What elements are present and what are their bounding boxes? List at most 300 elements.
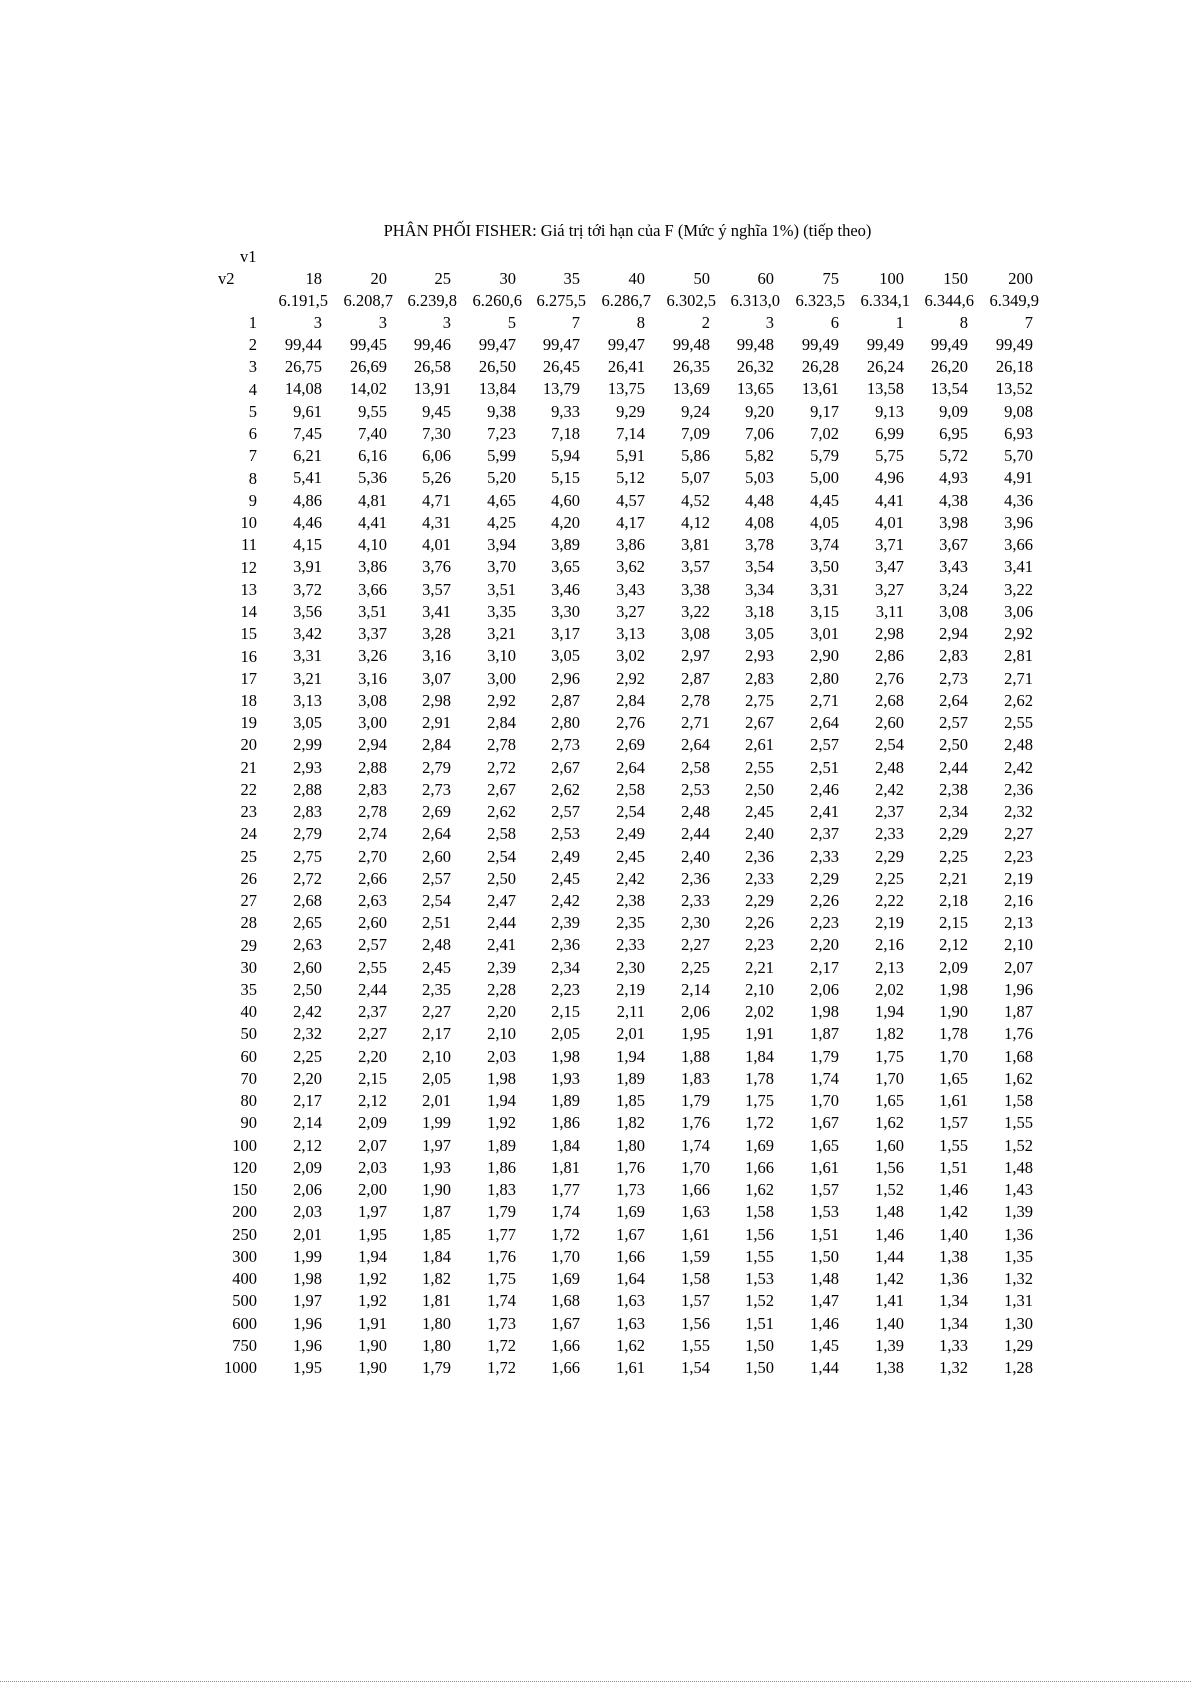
table-cell: 2,11 xyxy=(616,1002,645,1021)
table-cell: 1,61 xyxy=(681,1225,710,1244)
table-cell: 4,38 xyxy=(939,491,968,510)
table-cell: 1,44 xyxy=(810,1358,839,1377)
table-cell: 2,79 xyxy=(293,824,322,843)
table-cell: 2,33 xyxy=(616,935,645,954)
table-cell: 1,55 xyxy=(681,1336,710,1355)
table-cell: 2,44 xyxy=(939,758,968,777)
table-cell: 2,94 xyxy=(358,735,387,754)
row-header: 150 xyxy=(232,1180,257,1199)
table-cell: 2,54 xyxy=(422,891,451,910)
table-cell: 7 xyxy=(571,313,580,332)
table-cell: 2,93 xyxy=(293,758,322,777)
table-cell: 1,56 xyxy=(745,1225,774,1244)
table-cell: 13,84 xyxy=(478,379,516,398)
table-cell: 1,44 xyxy=(875,1247,904,1266)
table-cell: 9,08 xyxy=(1004,402,1033,421)
table-cell: 2,19 xyxy=(1004,869,1033,888)
column-header: 20 xyxy=(370,269,387,288)
table-cell: 1,48 xyxy=(1004,1158,1033,1177)
table-cell: 2,16 xyxy=(875,935,904,954)
table-cell: 1,72 xyxy=(551,1225,580,1244)
table-cell: 2,12 xyxy=(293,1136,322,1155)
table-cell: 4,60 xyxy=(551,491,580,510)
table-cell: 3,38 xyxy=(681,580,710,599)
table-cell: 6.323,5 xyxy=(795,291,845,310)
table-cell: 2,60 xyxy=(358,913,387,932)
table-cell: 1,84 xyxy=(422,1247,451,1266)
table-cell: 1,95 xyxy=(293,1358,322,1377)
table-cell: 5,94 xyxy=(551,446,580,465)
table-cell: 3,41 xyxy=(1004,557,1033,576)
table-cell: 2,19 xyxy=(875,913,904,932)
table-cell: 1,34 xyxy=(939,1291,968,1310)
table-cell: 4,93 xyxy=(939,468,968,487)
table-cell: 2,49 xyxy=(551,847,580,866)
table-cell: 2,42 xyxy=(551,891,580,910)
table-cell: 1,32 xyxy=(939,1358,968,1377)
table-cell: 26,32 xyxy=(736,357,774,376)
table-cell: 13,75 xyxy=(607,379,645,398)
table-cell: 14,02 xyxy=(349,379,387,398)
row-header: 24 xyxy=(240,824,257,843)
table-cell: 2,60 xyxy=(875,713,904,732)
table-cell: 2,48 xyxy=(875,758,904,777)
table-cell: 1,48 xyxy=(810,1269,839,1288)
table-cell: 1,61 xyxy=(810,1158,839,1177)
table-cell: 9,33 xyxy=(551,402,580,421)
table-cell: 1,55 xyxy=(745,1247,774,1266)
table-cell: 2,21 xyxy=(939,869,968,888)
table-cell: 6,93 xyxy=(1004,424,1033,443)
table-cell: 2,67 xyxy=(487,780,516,799)
column-header: 50 xyxy=(693,269,710,288)
table-cell: 2,14 xyxy=(681,980,710,999)
row-header: 500 xyxy=(232,1291,257,1310)
table-cell: 2,14 xyxy=(293,1113,322,1132)
table-cell: 4,48 xyxy=(745,491,774,510)
table-cell: 5,75 xyxy=(875,446,904,465)
table-cell: 7,09 xyxy=(681,424,710,443)
table-cell: 2,76 xyxy=(875,669,904,688)
table-cell: 2,25 xyxy=(875,869,904,888)
table-cell: 1,86 xyxy=(487,1158,516,1177)
table-cell: 1,94 xyxy=(487,1091,516,1110)
table-cell: 99,47 xyxy=(542,335,580,354)
table-cell: 7,45 xyxy=(293,424,322,443)
table-cell: 26,24 xyxy=(866,357,904,376)
table-cell: 2,22 xyxy=(875,891,904,910)
table-cell: 2,36 xyxy=(1004,780,1033,799)
table-cell: 2,20 xyxy=(358,1047,387,1066)
table-cell: 1,73 xyxy=(487,1314,516,1333)
table-cell: 5,91 xyxy=(616,446,645,465)
table-cell: 1,80 xyxy=(422,1314,451,1333)
table-cell: 5,86 xyxy=(681,446,710,465)
table-cell: 1,76 xyxy=(487,1247,516,1266)
table-cell: 1,82 xyxy=(875,1024,904,1043)
table-cell: 3,35 xyxy=(487,602,516,621)
table-cell: 2,02 xyxy=(875,980,904,999)
table-cell: 2,50 xyxy=(293,980,322,999)
table-cell: 3,22 xyxy=(681,602,710,621)
table-cell: 1,52 xyxy=(875,1180,904,1199)
row-header: 8 xyxy=(248,469,257,488)
table-cell: 4,46 xyxy=(293,513,322,532)
table-cell: 3,81 xyxy=(681,535,710,554)
table-cell: 2,29 xyxy=(939,824,968,843)
column-header: 100 xyxy=(879,269,904,288)
table-cell: 1,55 xyxy=(939,1136,968,1155)
table-cell: 4,17 xyxy=(616,513,645,532)
table-cell: 1,75 xyxy=(487,1269,516,1288)
table-cell: 3,34 xyxy=(745,580,774,599)
table-cell: 1,88 xyxy=(681,1047,710,1066)
table-cell: 3,28 xyxy=(422,624,451,643)
row-header: 10 xyxy=(240,513,257,532)
table-cell: 13,65 xyxy=(736,379,774,398)
row-header: 250 xyxy=(232,1225,257,1244)
table-cell: 3,05 xyxy=(293,713,322,732)
table-cell: 8 xyxy=(959,313,968,332)
table-cell: 1,98 xyxy=(293,1269,322,1288)
table-cell: 2,54 xyxy=(487,847,516,866)
table-cell: 2,10 xyxy=(1004,935,1033,954)
column-header: 25 xyxy=(434,269,451,288)
table-cell: 1,65 xyxy=(875,1091,904,1110)
table-cell: 2,86 xyxy=(875,646,904,665)
table-cell: 2,03 xyxy=(293,1202,322,1221)
table-cell: 3,06 xyxy=(1004,602,1033,621)
table-cell: 2,80 xyxy=(810,669,839,688)
table-cell: 7,40 xyxy=(358,424,387,443)
table-cell: 2,35 xyxy=(616,913,645,932)
table-cell: 2,64 xyxy=(616,758,645,777)
row-header: 2 xyxy=(248,335,257,354)
table-cell: 1,81 xyxy=(422,1291,451,1310)
table-cell: 3,00 xyxy=(487,669,516,688)
table-cell: 1,78 xyxy=(939,1024,968,1043)
table-cell: 2,19 xyxy=(616,980,645,999)
table-cell: 2,98 xyxy=(422,691,451,710)
table-cell: 14,08 xyxy=(284,379,322,398)
table-cell: 1,70 xyxy=(810,1091,839,1110)
column-header: 30 xyxy=(499,269,516,288)
table-cell: 2,92 xyxy=(616,669,645,688)
table-cell: 1,79 xyxy=(422,1358,451,1377)
table-cell: 1,38 xyxy=(875,1358,904,1377)
table-cell: 1,97 xyxy=(358,1202,387,1221)
table-cell: 99,49 xyxy=(866,335,904,354)
row-header: 40 xyxy=(240,1002,257,1021)
page-title: PHÂN PHỐI FISHER: Giá trị tới hạn của F (Mức ý nghĩa 1%) (tiếp theo) xyxy=(383,221,872,240)
table-cell: 2,32 xyxy=(1004,802,1033,821)
table-cell: 3,27 xyxy=(616,602,645,621)
table-cell: 4,01 xyxy=(875,513,904,532)
table-cell: 2,72 xyxy=(293,869,322,888)
table-cell: 3,62 xyxy=(616,557,645,576)
table-cell: 2,25 xyxy=(939,847,968,866)
table-cell: 13,91 xyxy=(413,379,451,398)
table-cell: 3,18 xyxy=(745,602,774,621)
table-cell: 2,34 xyxy=(939,802,968,821)
table-cell: 3,57 xyxy=(422,580,451,599)
table-cell: 2,61 xyxy=(745,735,774,754)
table-cell: 2,03 xyxy=(358,1158,387,1177)
column-header: 60 xyxy=(757,269,774,288)
table-cell: 1,73 xyxy=(616,1180,645,1199)
table-cell: 1,74 xyxy=(681,1136,710,1155)
table-cell: 2,79 xyxy=(422,758,451,777)
table-cell: 1,57 xyxy=(939,1113,968,1132)
table-cell: 1,87 xyxy=(1004,1002,1033,1021)
table-cell: 1,85 xyxy=(616,1091,645,1110)
table-cell: 1,46 xyxy=(810,1314,839,1333)
table-cell: 7 xyxy=(1024,313,1033,332)
table-cell: 6.334,1 xyxy=(860,291,910,310)
table-cell: 2,25 xyxy=(681,958,710,977)
table-cell: 2,21 xyxy=(745,958,774,977)
table-cell: 3,96 xyxy=(1004,513,1033,532)
table-cell: 1,74 xyxy=(487,1291,516,1310)
table-cell: 1,96 xyxy=(1004,980,1033,999)
table-cell: 2,72 xyxy=(487,758,516,777)
table-cell: 99,49 xyxy=(995,335,1033,354)
table-cell: 2,78 xyxy=(487,735,516,754)
table-cell: 1,38 xyxy=(939,1247,968,1266)
table-cell: 2,10 xyxy=(745,980,774,999)
table-cell: 2,55 xyxy=(1004,713,1033,732)
table-cell: 1,82 xyxy=(616,1113,645,1132)
table-cell: 2,06 xyxy=(293,1180,322,1199)
table-cell: 1,76 xyxy=(681,1113,710,1132)
table-cell: 2,60 xyxy=(422,847,451,866)
table-cell: 1,40 xyxy=(875,1314,904,1333)
table-cell: 2,37 xyxy=(875,802,904,821)
table-cell: 2,93 xyxy=(745,646,774,665)
table-cell: 1,89 xyxy=(487,1136,516,1155)
table-cell: 1,39 xyxy=(875,1336,904,1355)
table-cell: 1,82 xyxy=(422,1269,451,1288)
table-cell: 3,37 xyxy=(358,624,387,643)
table-cell: 2,27 xyxy=(358,1024,387,1043)
table-cell: 2,09 xyxy=(358,1113,387,1132)
table-cell: 2,38 xyxy=(939,780,968,799)
table-cell: 2,67 xyxy=(745,713,774,732)
table-cell: 2,29 xyxy=(745,891,774,910)
table-cell: 3,47 xyxy=(875,557,904,576)
table-cell: 2,62 xyxy=(1004,691,1033,710)
table-cell: 4,52 xyxy=(681,491,710,510)
table-cell: 1,42 xyxy=(875,1269,904,1288)
table-cell: 1,51 xyxy=(745,1314,774,1333)
table-cell: 2,97 xyxy=(681,646,710,665)
table-cell: 3,94 xyxy=(487,535,516,554)
table-cell: 1,70 xyxy=(681,1158,710,1177)
table-cell: 1,53 xyxy=(745,1269,774,1288)
table-cell: 5,12 xyxy=(616,468,645,487)
row-header: 1000 xyxy=(224,1358,257,1377)
table-cell: 2,29 xyxy=(810,869,839,888)
table-cell: 3,46 xyxy=(551,580,580,599)
table-cell: 1,90 xyxy=(939,1002,968,1021)
table-cell: 3,54 xyxy=(745,557,774,576)
table-cell: 1,94 xyxy=(358,1247,387,1266)
table-cell: 3,00 xyxy=(358,713,387,732)
table-cell: 8 xyxy=(636,313,645,332)
table-cell: 1,70 xyxy=(875,1069,904,1088)
table-cell: 2,28 xyxy=(487,980,516,999)
table-cell: 3,51 xyxy=(358,602,387,621)
table-cell: 2,71 xyxy=(1004,669,1033,688)
table-cell: 1,48 xyxy=(875,1202,904,1221)
table-cell: 1,98 xyxy=(551,1047,580,1066)
table-cell: 1,83 xyxy=(487,1180,516,1199)
table-cell: 2,68 xyxy=(293,891,322,910)
table-cell: 1,29 xyxy=(1004,1336,1033,1355)
table-cell: 1,85 xyxy=(422,1225,451,1244)
table-cell: 2,16 xyxy=(1004,891,1033,910)
table-cell: 1,62 xyxy=(616,1336,645,1355)
table-cell: 1,30 xyxy=(1004,1314,1033,1333)
table-cell: 4,91 xyxy=(1004,468,1033,487)
table-cell: 2,64 xyxy=(681,735,710,754)
table-cell: 1,61 xyxy=(939,1091,968,1110)
table-cell: 1,97 xyxy=(293,1291,322,1310)
table-cell: 2,42 xyxy=(616,869,645,888)
table-cell: 1,99 xyxy=(293,1247,322,1266)
table-cell: 2,50 xyxy=(487,869,516,888)
table-cell: 5,20 xyxy=(487,468,516,487)
row-header: 25 xyxy=(240,847,257,866)
table-cell: 6.349,9 xyxy=(989,291,1039,310)
table-cell: 1,62 xyxy=(875,1113,904,1132)
table-cell: 1,72 xyxy=(487,1358,516,1377)
row-header: 35 xyxy=(240,980,257,999)
table-cell: 6.286,7 xyxy=(601,291,651,310)
table-cell: 99,48 xyxy=(672,335,710,354)
table-cell: 9,45 xyxy=(422,402,451,421)
table-cell: 5,72 xyxy=(939,446,968,465)
table-cell: 2,15 xyxy=(358,1069,387,1088)
table-cell: 2,35 xyxy=(422,980,451,999)
table-cell: 3,08 xyxy=(358,691,387,710)
table-cell: 9,29 xyxy=(616,402,645,421)
row-header: 18 xyxy=(240,691,257,710)
table-cell: 2,64 xyxy=(810,713,839,732)
column-header: 75 xyxy=(822,269,839,288)
table-cell: 26,41 xyxy=(607,357,645,376)
table-cell: 1,47 xyxy=(810,1291,839,1310)
table-cell: 4,65 xyxy=(487,491,516,510)
row-header: 21 xyxy=(240,758,257,777)
table-cell: 2,25 xyxy=(293,1047,322,1066)
table-cell: 1,96 xyxy=(293,1314,322,1333)
table-cell: 2,48 xyxy=(422,935,451,954)
table-cell: 1,56 xyxy=(875,1158,904,1177)
table-cell: 3,70 xyxy=(487,557,516,576)
table-cell: 4,36 xyxy=(1004,491,1033,510)
table-cell: 2,36 xyxy=(551,935,580,954)
table-cell: 1,76 xyxy=(1004,1024,1033,1043)
table-cell: 4,96 xyxy=(875,468,904,487)
table-cell: 2,26 xyxy=(810,891,839,910)
table-cell: 2,06 xyxy=(810,980,839,999)
table-cell: 1,69 xyxy=(551,1269,580,1288)
table-cell: 99,49 xyxy=(801,335,839,354)
table-cell: 2,18 xyxy=(939,891,968,910)
row-header: 15 xyxy=(240,624,257,643)
table-cell: 3,31 xyxy=(810,580,839,599)
table-cell: 1,84 xyxy=(551,1136,580,1155)
table-cell: 1,50 xyxy=(745,1358,774,1377)
table-cell: 99,45 xyxy=(349,335,387,354)
table-cell: 1,84 xyxy=(745,1047,774,1066)
row-header: 600 xyxy=(232,1314,257,1333)
table-cell: 1,58 xyxy=(681,1269,710,1288)
table-cell: 13,54 xyxy=(930,379,968,398)
table-cell: 2,55 xyxy=(358,958,387,977)
table-cell: 26,45 xyxy=(542,357,580,376)
table-cell: 2,23 xyxy=(745,935,774,954)
row-header: 12 xyxy=(240,558,257,577)
table-cell: 2,75 xyxy=(745,691,774,710)
table-cell: 3,01 xyxy=(810,624,839,643)
table-cell: 2,33 xyxy=(681,891,710,910)
table-cell: 99,48 xyxy=(736,335,774,354)
table-cell: 7,30 xyxy=(422,424,451,443)
table-cell: 1,66 xyxy=(745,1158,774,1177)
table-cell: 1,31 xyxy=(1004,1291,1033,1310)
table-cell: 1,66 xyxy=(681,1180,710,1199)
row-header: 5 xyxy=(248,402,257,421)
table-cell: 5,41 xyxy=(293,468,322,487)
row-header: 20 xyxy=(240,735,257,754)
corner-label-v2: v2 xyxy=(218,269,235,288)
table-cell: 4,15 xyxy=(293,535,322,554)
table-cell: 2,45 xyxy=(616,847,645,866)
table-cell: 2,01 xyxy=(422,1091,451,1110)
table-cell: 5,07 xyxy=(681,468,710,487)
table-cell: 4,05 xyxy=(810,513,839,532)
table-cell: 1,65 xyxy=(939,1069,968,1088)
table-cell: 1,79 xyxy=(810,1047,839,1066)
table-cell: 1,77 xyxy=(551,1180,580,1199)
table-cell: 1,62 xyxy=(745,1180,774,1199)
row-header: 7 xyxy=(248,446,257,465)
table-cell: 2,80 xyxy=(551,713,580,732)
table-cell: 4,01 xyxy=(422,535,451,554)
table-cell: 3,71 xyxy=(875,535,904,554)
table-cell: 99,44 xyxy=(284,335,322,354)
row-header: 120 xyxy=(232,1158,257,1177)
table-cell: 2,84 xyxy=(616,691,645,710)
table-cell: 3,56 xyxy=(293,602,322,621)
table-cell: 2,49 xyxy=(616,824,645,843)
table-cell: 2,15 xyxy=(551,1002,580,1021)
table-cell: 2,57 xyxy=(422,869,451,888)
table-cell: 6.344,6 xyxy=(924,291,974,310)
table-cell: 3,65 xyxy=(551,557,580,576)
row-header: 22 xyxy=(240,780,257,799)
table-cell: 1,45 xyxy=(810,1336,839,1355)
table-cell: 6.313,0 xyxy=(730,291,780,310)
row-header: 16 xyxy=(240,647,257,666)
row-header: 1 xyxy=(248,313,257,332)
table-cell: 6.260,6 xyxy=(472,291,522,310)
table-cell: 6,21 xyxy=(293,446,322,465)
table-cell: 5,99 xyxy=(487,446,516,465)
table-cell: 2,78 xyxy=(681,691,710,710)
